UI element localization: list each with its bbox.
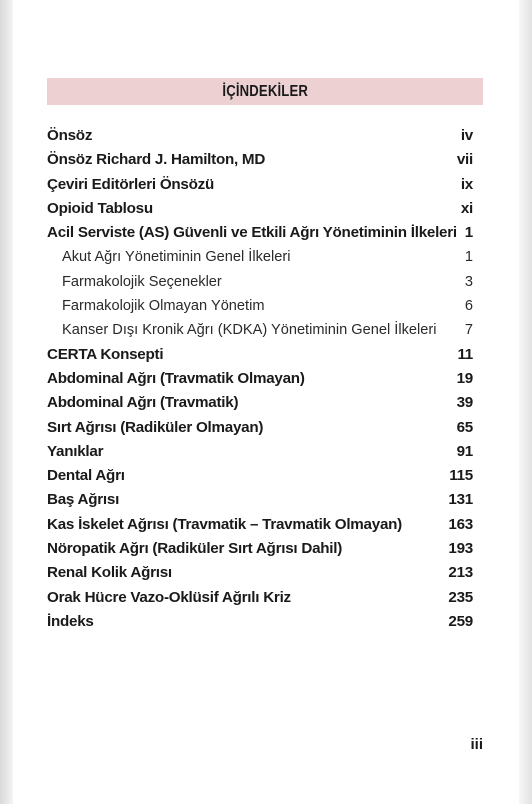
toc-entry[interactable] <box>47 488 473 512</box>
toc-entry-title: Baş Ağrısı <box>47 491 120 509</box>
toc-entry[interactable] <box>47 343 473 367</box>
toc-entry-page: vii <box>456 151 473 169</box>
toc-entry-title: Opioid Tablosu <box>47 199 153 217</box>
toc-entry-page: 3 <box>464 273 473 290</box>
toc-entry-title: Kanser Dışı Kronik Ağrı (KDKA) Yönetiminin Genel İlkeleri <box>62 322 437 339</box>
toc-entry[interactable] <box>47 221 473 245</box>
toc-entry[interactable] <box>47 561 473 585</box>
toc-entry-page: 115 <box>449 467 473 485</box>
toc-subentry[interactable] <box>47 318 473 342</box>
toc-entry[interactable] <box>47 197 473 221</box>
toc-entry-page: 39 <box>456 394 473 412</box>
page-number: iii <box>470 736 483 753</box>
toc-entry-title: İndeks <box>47 612 94 630</box>
toc-entry-title: Abdominal Ağrı (Travmatik) <box>47 394 239 412</box>
toc-entry-title: Renal Kolik Ağrısı <box>47 564 172 582</box>
toc-entry-page: ix <box>460 175 473 193</box>
toc-title: İÇİNDEKİLER <box>222 82 308 100</box>
toc-entry-title: Önsöz <box>47 127 93 144</box>
toc-entry[interactable] <box>47 537 473 561</box>
toc-entry[interactable] <box>47 148 473 172</box>
toc-entry-page: xi <box>460 199 473 217</box>
toc-entry-title: Dental Ağrı <box>47 467 125 485</box>
toc-subentry[interactable] <box>47 270 473 294</box>
toc-entry-title: Farmakolojik Seçenekler <box>62 273 222 290</box>
toc-entry-title: Akut Ağrı Yönetiminin Genel İlkeleri <box>62 249 291 266</box>
page-gutter-shadow <box>0 0 13 804</box>
toc-entry[interactable] <box>47 586 473 610</box>
toc-entry[interactable] <box>47 416 473 440</box>
toc-entry-page: 65 <box>456 418 473 436</box>
toc-entry-page: 91 <box>456 442 473 460</box>
toc-entry[interactable] <box>47 440 473 464</box>
toc-entry[interactable] <box>47 173 473 197</box>
toc-subentry[interactable] <box>47 294 473 318</box>
toc-entry[interactable] <box>47 367 473 391</box>
toc-entry-title: Abdominal Ağrı (Travmatik Olmayan) <box>47 369 305 387</box>
toc-entry-title: Yanıklar <box>47 442 104 460</box>
toc-entry-page: 7 <box>464 322 473 339</box>
toc-entry[interactable] <box>47 391 473 415</box>
toc-entry-title: Kas İskelet Ağrısı (Travmatik – Travmatik Olmayan) <box>47 515 402 533</box>
toc-entry[interactable] <box>47 513 473 537</box>
toc-entry-page: 213 <box>448 564 473 582</box>
toc-entry-page: 131 <box>448 491 473 509</box>
toc-entry-page: iv <box>460 127 473 144</box>
toc-entry-title: Acil Serviste (AS) Güvenli ve Etkili Ağrı Yönetiminin İlkeleri <box>47 224 457 242</box>
toc-entry-page: 1 <box>464 224 473 242</box>
toc-title-bar <box>47 78 483 105</box>
toc-entry[interactable] <box>47 464 473 488</box>
toc-entry-title: Sırt Ağrısı (Radiküler Olmayan) <box>47 418 264 436</box>
toc-entry-page: 235 <box>448 588 473 606</box>
toc-entry-title: Orak Hücre Vazo-Oklüsif Ağrılı Kriz <box>47 588 291 606</box>
toc-entry-title: Farmakolojik Olmayan Yönetim <box>62 298 265 315</box>
toc-entry-page: 11 <box>457 345 473 363</box>
toc-entry-page: 193 <box>448 540 473 558</box>
toc-entry-title: Önsöz Richard J. Hamilton, MD <box>47 151 266 169</box>
toc-entry-page: 6 <box>464 298 473 315</box>
toc-entry-page: 1 <box>464 249 473 266</box>
table-of-contents <box>47 124 473 634</box>
toc-entry-page: 259 <box>448 612 473 630</box>
toc-entry-page: 163 <box>448 515 473 533</box>
toc-entry-title: CERTA Konsepti <box>47 345 164 363</box>
page-right-edge <box>519 0 532 804</box>
toc-subentry[interactable] <box>47 245 473 269</box>
toc-entry[interactable] <box>47 124 473 148</box>
toc-entry-page: 19 <box>456 369 473 387</box>
toc-entry-title: Nöropatik Ağrı (Radiküler Sırt Ağrısı Dahil) <box>47 540 343 558</box>
toc-entry-title: Çeviri Editörleri Önsözü <box>47 175 215 193</box>
toc-entry[interactable] <box>47 610 473 634</box>
